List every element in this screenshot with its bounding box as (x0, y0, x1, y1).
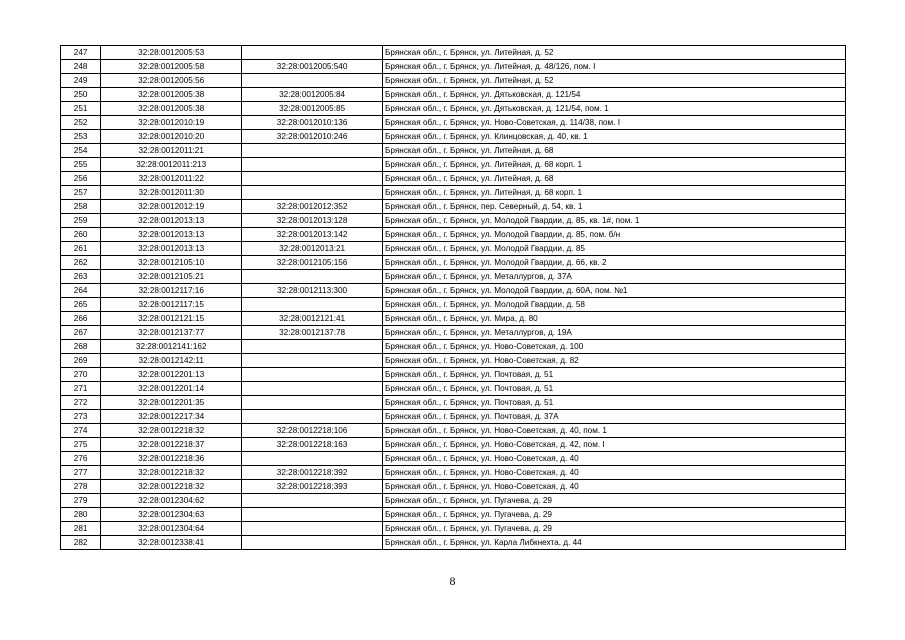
cadastral-number-cell: 32:28:0012013:13 (101, 214, 242, 228)
cadastral-number-cell: 32:28:0012304:62 (101, 494, 242, 508)
table-row (61, 368, 846, 382)
table-row (61, 214, 846, 228)
cadastral-number-cell: 32:28:0012117:15 (101, 298, 242, 312)
table-row (61, 102, 846, 116)
cadastral-number-cell: 32:28:0012011:213 (101, 158, 242, 172)
row-number-cell: 269 (61, 354, 101, 368)
table-row (61, 130, 846, 144)
sub-object-number-cell (242, 396, 383, 410)
table-row (61, 326, 846, 340)
sub-object-number-cell: 32:28:0012005:85 (242, 102, 383, 116)
sub-object-number-cell (242, 270, 383, 284)
cadastral-number-cell: 32:28:0012010:19 (101, 116, 242, 130)
property-table (60, 45, 846, 550)
address-cell: Брянская обл., г. Брянск, ул. Ново-Советская, д. 100 (383, 340, 846, 354)
row-number-cell: 267 (61, 326, 101, 340)
address-cell: Брянская обл., г. Брянск, ул. Литейная, д. 52 (383, 46, 846, 60)
address-cell: Брянская обл., г. Брянск, ул. Литейная, д. 68 корп. 1 (383, 186, 846, 200)
row-number-cell: 268 (61, 340, 101, 354)
row-number-cell: 270 (61, 368, 101, 382)
cadastral-number-cell: 32:28:0012121:15 (101, 312, 242, 326)
address-cell: Брянская обл., г. Брянск, ул. Ново-Советская, д. 114/38, пом. I (383, 116, 846, 130)
address-cell: Брянская обл., г. Брянск, ул. Пугачева, д. 29 (383, 494, 846, 508)
row-number-cell: 250 (61, 88, 101, 102)
address-cell: Брянская обл., г. Брянск, ул. Клинцовская, д. 40, кв. 1 (383, 130, 846, 144)
row-number-cell: 262 (61, 256, 101, 270)
page-number: 8 (449, 574, 456, 588)
row-number-cell: 253 (61, 130, 101, 144)
row-number-cell: 251 (61, 102, 101, 116)
address-cell: Брянская обл., г. Брянск, ул. Дятьковская, д. 121/54 (383, 88, 846, 102)
row-number-cell: 265 (61, 298, 101, 312)
cadastral-number-cell: 32:28:0012005:38 (101, 88, 242, 102)
cadastral-number-cell: 32:28:0012011:30 (101, 186, 242, 200)
row-number-cell: 252 (61, 116, 101, 130)
sub-object-number-cell: 32:28:0012218:106 (242, 424, 383, 438)
cadastral-number-cell: 32:28:0012218:37 (101, 438, 242, 452)
table-row (61, 116, 846, 130)
table-row (61, 46, 846, 60)
sub-object-number-cell: 32:28:0012012:352 (242, 200, 383, 214)
address-cell: Брянская обл., г. Брянск, ул. Молодой Гвардии, д. 58 (383, 298, 846, 312)
sub-object-number-cell: 32:28:0012121:41 (242, 312, 383, 326)
address-cell: Брянская обл., г. Брянск, ул. Ново-Советская, д. 40 (383, 466, 846, 480)
table-row (61, 256, 846, 270)
table-row (61, 438, 846, 452)
sub-object-number-cell: 32:28:0012013:128 (242, 214, 383, 228)
sub-object-number-cell: 32:28:0012005:84 (242, 88, 383, 102)
sub-object-number-cell (242, 298, 383, 312)
table-row (61, 452, 846, 466)
cadastral-number-cell: 32:28:0012005:38 (101, 102, 242, 116)
table-row (61, 494, 846, 508)
sub-object-number-cell (242, 382, 383, 396)
address-cell: Брянская обл., г. Брянск, ул. Молодой Гвардии, д. 85, кв. 1#, пом. 1 (383, 214, 846, 228)
sub-object-number-cell (242, 144, 383, 158)
sub-object-number-cell: 32:28:0012218:393 (242, 480, 383, 494)
cadastral-number-cell: 32:28:0012013:13 (101, 242, 242, 256)
table-row (61, 536, 846, 550)
table-row (61, 424, 846, 438)
cadastral-number-cell: 32:28:0012013:13 (101, 228, 242, 242)
table-row (61, 200, 846, 214)
cadastral-number-cell: 32:28:0012010:20 (101, 130, 242, 144)
row-number-cell: 272 (61, 396, 101, 410)
sub-object-number-cell: 32:28:0012218:392 (242, 466, 383, 480)
table-row (61, 396, 846, 410)
sub-object-number-cell: 32:28:0012113:300 (242, 284, 383, 298)
cadastral-number-cell: 32:28:0012117:16 (101, 284, 242, 298)
property-table-body (61, 46, 846, 550)
table-row (61, 242, 846, 256)
sub-object-number-cell (242, 452, 383, 466)
row-number-cell: 260 (61, 228, 101, 242)
cadastral-number-cell: 32:28:0012304:63 (101, 508, 242, 522)
address-cell: Брянская обл., г. Брянск, ул. Дятьковская, д. 121/54, пом. 1 (383, 102, 846, 116)
cadastral-number-cell: 32:28:0012005:56 (101, 74, 242, 88)
row-number-cell: 280 (61, 508, 101, 522)
sub-object-number-cell (242, 74, 383, 88)
address-cell: Брянская обл., г. Брянск, ул. Почтовая, д. 51 (383, 396, 846, 410)
cadastral-number-cell: 32:28:0012137:77 (101, 326, 242, 340)
sub-object-number-cell: 32:28:0012010:246 (242, 130, 383, 144)
sub-object-number-cell (242, 368, 383, 382)
table-row (61, 228, 846, 242)
sub-object-number-cell (242, 158, 383, 172)
address-cell: Брянская обл., г. Брянск, пер. Северный, д. 54, кв. 1 (383, 200, 846, 214)
table-row (61, 298, 846, 312)
sub-object-number-cell (242, 494, 383, 508)
cadastral-number-cell: 32:28:0012005:58 (101, 60, 242, 74)
row-number-cell: 279 (61, 494, 101, 508)
table-row (61, 158, 846, 172)
table-row (61, 172, 846, 186)
cadastral-number-cell: 32:28:0012011:22 (101, 172, 242, 186)
row-number-cell: 264 (61, 284, 101, 298)
row-number-cell: 255 (61, 158, 101, 172)
row-number-cell: 271 (61, 382, 101, 396)
table-row (61, 144, 846, 158)
address-cell: Брянская обл., г. Брянск, ул. Молодой Гвардии, д. 85, пом. б/н (383, 228, 846, 242)
cadastral-number-cell: 32:28:0012105:10 (101, 256, 242, 270)
sub-object-number-cell (242, 172, 383, 186)
address-cell: Брянская обл., г. Брянск, ул. Почтовая, д. 51 (383, 382, 846, 396)
address-cell: Брянская обл., г. Брянск, ул. Литейная, д. 68 корп. 1 (383, 158, 846, 172)
table-row (61, 508, 846, 522)
address-cell: Брянская обл., г. Брянск, ул. Литейная, д. 52 (383, 74, 846, 88)
address-cell: Брянская обл., г. Брянск, ул. Молодой Гвардии, д. 85 (383, 242, 846, 256)
cadastral-number-cell: 32:28:0012142:11 (101, 354, 242, 368)
table-row (61, 340, 846, 354)
cadastral-number-cell: 32:28:0012218:36 (101, 452, 242, 466)
row-number-cell: 261 (61, 242, 101, 256)
sub-object-number-cell (242, 508, 383, 522)
sub-object-number-cell: 32:28:0012010:136 (242, 116, 383, 130)
row-number-cell: 249 (61, 74, 101, 88)
row-number-cell: 276 (61, 452, 101, 466)
row-number-cell: 278 (61, 480, 101, 494)
address-cell: Брянская обл., г. Брянск, ул. Молодой Гвардии, д. 66, кв. 2 (383, 256, 846, 270)
address-cell: Брянская обл., г. Брянск, ул. Ново-Советская, д. 40, пом. 1 (383, 424, 846, 438)
address-cell: Брянская обл., г. Брянск, ул. Почтовая, д. 37А (383, 410, 846, 424)
sub-object-number-cell (242, 340, 383, 354)
row-number-cell: 275 (61, 438, 101, 452)
address-cell: Брянская обл., г. Брянск, ул. Металлургов, д. 37А (383, 270, 846, 284)
address-cell: Брянская обл., г. Брянск, ул. Литейная, д. 68 (383, 144, 846, 158)
table-row (61, 270, 846, 284)
table-row (61, 60, 846, 74)
row-number-cell: 282 (61, 536, 101, 550)
cadastral-number-cell: 32:28:0012105:21 (101, 270, 242, 284)
sub-object-number-cell: 32:28:0012137:78 (242, 326, 383, 340)
sub-object-number-cell (242, 354, 383, 368)
table-row (61, 410, 846, 424)
row-number-cell: 277 (61, 466, 101, 480)
cadastral-number-cell: 32:28:0012218:32 (101, 466, 242, 480)
cadastral-number-cell: 32:28:0012201:14 (101, 382, 242, 396)
table-row (61, 354, 846, 368)
sub-object-number-cell: 32:28:0012005:540 (242, 60, 383, 74)
row-number-cell: 274 (61, 424, 101, 438)
cadastral-number-cell: 32:28:0012304:64 (101, 522, 242, 536)
table-row (61, 480, 846, 494)
cadastral-number-cell: 32:28:0012218:32 (101, 424, 242, 438)
cadastral-number-cell: 32:28:0012338:41 (101, 536, 242, 550)
sub-object-number-cell (242, 46, 383, 60)
row-number-cell: 258 (61, 200, 101, 214)
row-number-cell: 273 (61, 410, 101, 424)
cadastral-number-cell: 32:28:0012201:35 (101, 396, 242, 410)
cadastral-number-cell: 32:28:0012141:162 (101, 340, 242, 354)
row-number-cell: 257 (61, 186, 101, 200)
address-cell: Брянская обл., г. Брянск, ул. Ново-Советская, д. 42, пом. I (383, 438, 846, 452)
cadastral-number-cell: 32:28:0012012:19 (101, 200, 242, 214)
table-row (61, 522, 846, 536)
cadastral-number-cell: 32:28:0012201:13 (101, 368, 242, 382)
row-number-cell: 248 (61, 60, 101, 74)
address-cell: Брянская обл., г. Брянск, ул. Литейная, д. 48/126, пом. I (383, 60, 846, 74)
cadastral-number-cell: 32:28:0012011:21 (101, 144, 242, 158)
address-cell: Брянская обл., г. Брянск, ул. Литейная, д. 68 (383, 172, 846, 186)
cadastral-number-cell: 32:28:0012218:32 (101, 480, 242, 494)
table-row (61, 74, 846, 88)
address-cell: Брянская обл., г. Брянск, ул. Ново-Советская, д. 82 (383, 354, 846, 368)
row-number-cell: 254 (61, 144, 101, 158)
row-number-cell: 266 (61, 312, 101, 326)
table-row (61, 466, 846, 480)
sub-object-number-cell (242, 186, 383, 200)
cadastral-number-cell: 32:28:0012005:53 (101, 46, 242, 60)
row-number-cell: 247 (61, 46, 101, 60)
sub-object-number-cell: 32:28:0012013:21 (242, 242, 383, 256)
sub-object-number-cell (242, 410, 383, 424)
address-cell: Брянская обл., г. Брянск, ул. Карла Либкнехта, д. 44 (383, 536, 846, 550)
table-row (61, 186, 846, 200)
sub-object-number-cell (242, 536, 383, 550)
address-cell: Брянская обл., г. Брянск, ул. Ново-Советская, д. 40 (383, 480, 846, 494)
row-number-cell: 281 (61, 522, 101, 536)
address-cell: Брянская обл., г. Брянск, ул. Пугачева, д. 29 (383, 508, 846, 522)
table-row (61, 312, 846, 326)
address-cell: Брянская обл., г. Брянск, ул. Металлургов, д. 19А (383, 326, 846, 340)
row-number-cell: 259 (61, 214, 101, 228)
address-cell: Брянская обл., г. Брянск, ул. Молодой Гвардии, д. 60А, пом. №1 (383, 284, 846, 298)
address-cell: Брянская обл., г. Брянск, ул. Ново-Советская, д. 40 (383, 452, 846, 466)
sub-object-number-cell: 32:28:0012218:163 (242, 438, 383, 452)
sub-object-number-cell (242, 522, 383, 536)
address-cell: Брянская обл., г. Брянск, ул. Пугачева, д. 29 (383, 522, 846, 536)
table-row (61, 382, 846, 396)
sub-object-number-cell: 32:28:0012105:156 (242, 256, 383, 270)
table-row (61, 284, 846, 298)
row-number-cell: 263 (61, 270, 101, 284)
sub-object-number-cell: 32:28:0012013:142 (242, 228, 383, 242)
address-cell: Брянская обл., г. Брянск, ул. Мира, д. 80 (383, 312, 846, 326)
table-row (61, 88, 846, 102)
address-cell: Брянская обл., г. Брянск, ул. Почтовая, д. 51 (383, 368, 846, 382)
row-number-cell: 256 (61, 172, 101, 186)
cadastral-number-cell: 32:28:0012217:34 (101, 410, 242, 424)
